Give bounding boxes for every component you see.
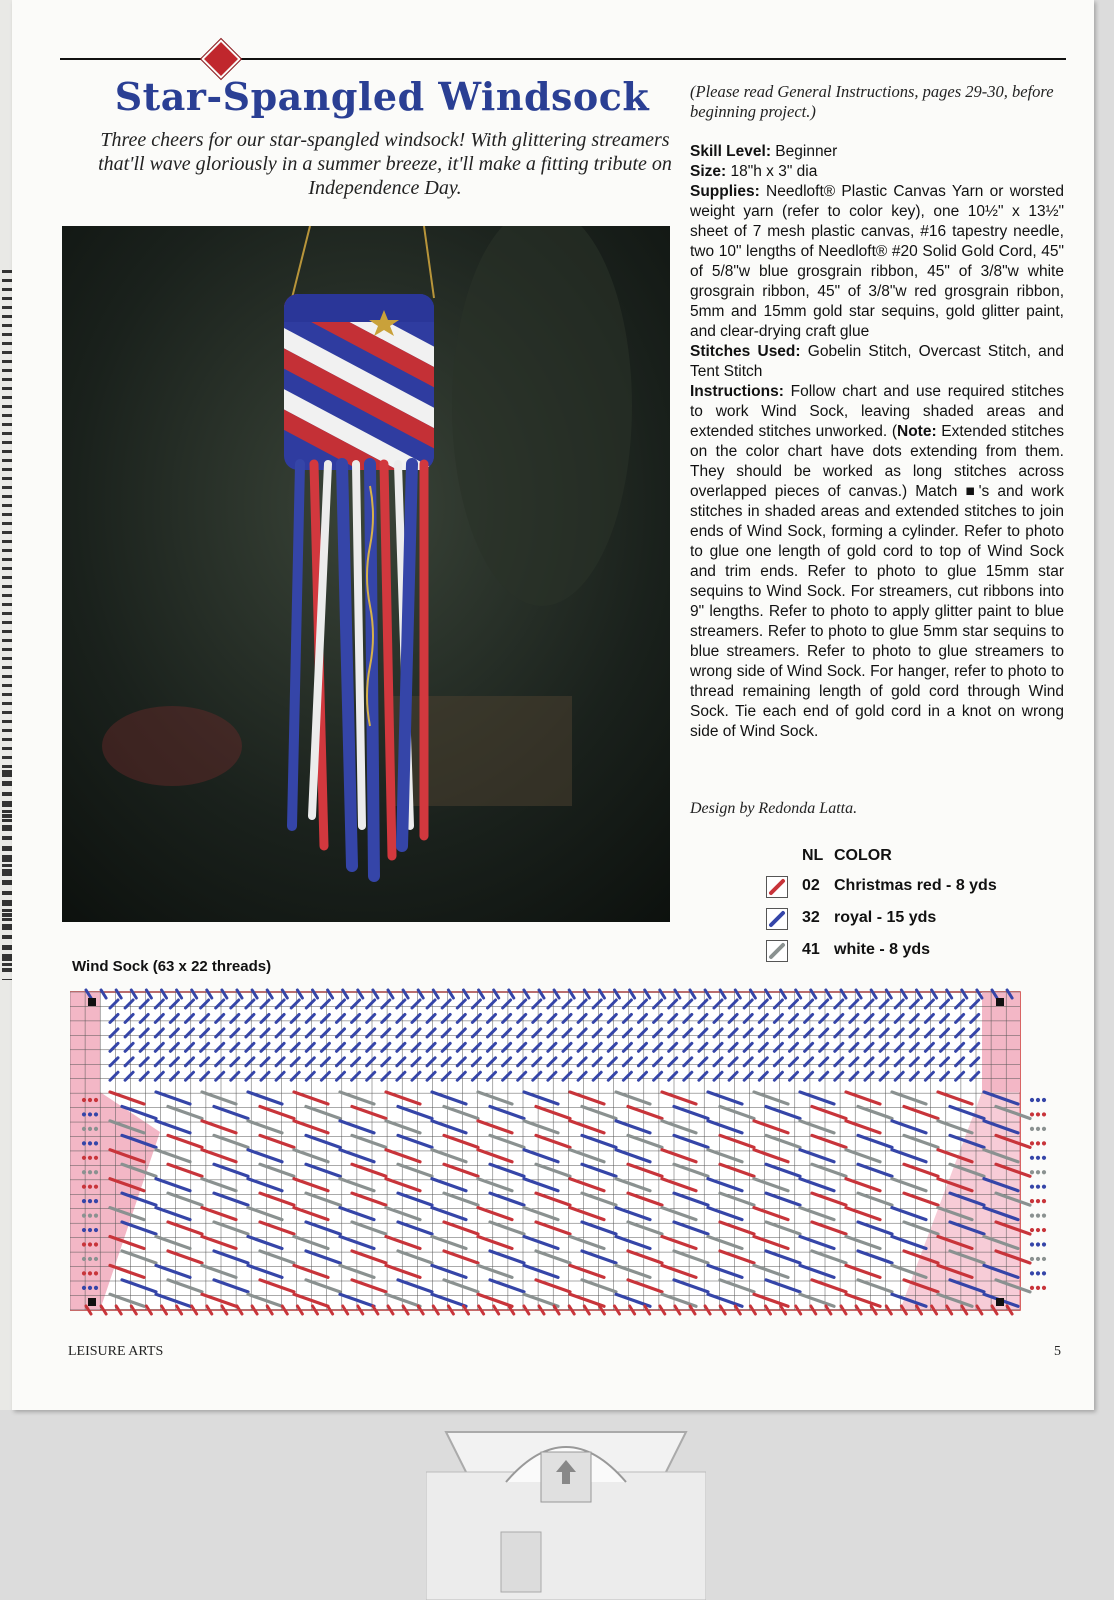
intro-text: Three cheers for our star-spangled windsock! With glittering streamers that'll wave gloriously in a summer breeze, it'll make a fitting tribute on Independence Day. [98,129,672,199]
extended-stitch-dot [1036,1098,1040,1102]
extended-stitch-dot [1042,1242,1046,1246]
extended-stitch-dot [1036,1127,1040,1131]
extended-stitch-dot [1042,1127,1046,1131]
supplies-value: Needloft® Plastic Canvas Yarn or worsted weight yarn (refer to color key), one 10½" x 13½" sheet of 7 mesh plastic canvas, #16 tapestry needle, two 10" lengths of Needloft® #20 Solid Gold Cord, 45" of 5/8"w blue grosgrain ribbon, 45" of 3/8"w white grosgrain ribbon, 45" of 3/8"w red grosgrain ribbon, 5mm and 15mm gold star sequins, gold glitter paint, and clear-drying craft glue [690,183,1064,340]
royal-swatch-icon [766,908,788,930]
stitches-line [690,342,1064,382]
extended-stitch-dot [82,1228,86,1232]
extended-stitch-dot [94,1098,98,1102]
extended-stitch-dot [94,1257,98,1261]
extended-stitch-dot [82,1257,86,1261]
extended-stitch-dot [1036,1228,1040,1232]
nl-header: NL [802,847,824,864]
size-label: Size: [690,163,727,180]
extended-stitch-dot [94,1170,98,1174]
extended-stitch-dot [1030,1214,1034,1218]
color-key-color: Christmas red - 8 yds [834,877,997,894]
extended-stitch-dot [1042,1185,1046,1189]
white-swatch-icon [766,940,788,962]
extended-stitch-dot [1030,1185,1034,1189]
extended-stitch-dot [1036,1185,1040,1189]
extended-stitch-dot [88,1112,92,1116]
extended-stitch-dot [88,1156,92,1160]
extended-stitch-dot [1030,1228,1034,1232]
extended-stitch-dot [1042,1286,1046,1290]
color-key-nl: 02 [802,877,820,894]
supplies-label: Supplies: [690,183,760,200]
extended-stitch-dot [1042,1098,1046,1102]
chart-label: Wind Sock (63 x 22 threads) [72,958,272,975]
match-marker-icon [996,998,1004,1006]
scanner-clip-graphic [426,1412,706,1600]
extended-stitch-dot [1030,1141,1034,1145]
extended-stitch-dot [94,1199,98,1203]
extended-stitch-dot [1042,1156,1046,1160]
extended-stitch-dot [94,1242,98,1246]
extended-stitch-dot [94,1228,98,1232]
extended-stitch-dot [1036,1214,1040,1218]
extended-stitch-dot [82,1214,86,1218]
extended-stitch-dot [1030,1156,1034,1160]
instructions-body [690,142,1064,742]
extended-stitch-dot [1036,1199,1040,1203]
match-marker-icon [88,1298,96,1306]
extended-stitch-dot [88,1286,92,1290]
extended-stitch-dot [82,1271,86,1275]
extended-stitch-dot [1036,1242,1040,1246]
extended-stitch-dot [88,1271,92,1275]
extended-stitch-dot [82,1242,86,1246]
page-number: 5 [1054,1344,1061,1359]
extended-stitch-dot [94,1185,98,1189]
color-key-color: white - 8 yds [834,941,931,958]
extended-stitch-dot [94,1127,98,1131]
instructions-part2: Extended stitches on the color chart have dots extending from them. They should be worked as long stitches across overlapped pieces of canvas.) Match ■'s and work stitches in shaded areas and extended stitches to join ends of Wind Sock, forming a cylinder. Refer to photo to glue one length of gold cord to top of Wind Sock and trim ends. Refer to photo to glue 15mm star sequins to Wind Sock. For streamers, cut ribbons into 9" lengths. Refer to photo to apply glitter paint to blue streamers. Refer to photo to glue 5mm star sequins to blue streamers. Refer to photo to glue streamers to wrong side of Wind Sock. For hanger, refer to photo to thread remaining length of gold cord through Wind Sock. Tie each end of gold cord in a knot on wrong side of Wind Sock. [690,423,1064,740]
extended-stitch-dot [82,1141,86,1145]
extended-stitch-dot [88,1242,92,1246]
extended-stitch-dot [1042,1141,1046,1145]
binder-holes-lower [2,770,12,980]
extended-stitch-dot [94,1156,98,1160]
read-instructions-note: (Please read General Instructions, pages 29-30, before beginning project.) [690,82,1054,121]
extended-stitch-dot [1042,1257,1046,1261]
extended-stitch-dot [1030,1170,1034,1174]
extended-stitch-dot [88,1098,92,1102]
extended-stitch-dot [1030,1112,1034,1116]
red-swatch-icon [766,876,788,898]
extended-stitch-dot [88,1199,92,1203]
stitches-value: Gobelin Stitch, Overcast Stitch, and Tent Stitch [690,343,1064,380]
extended-stitch-dot [82,1286,86,1290]
extended-stitch-dot [1036,1141,1040,1145]
extended-stitch-dot [88,1257,92,1261]
design-credit: Design by Redonda Latta. [690,800,858,817]
extended-stitch-dot [88,1127,92,1131]
supplies-line [690,182,1064,342]
extended-stitch-dot [82,1127,86,1131]
extended-stitch-dot [82,1098,86,1102]
extended-stitch-dot [82,1185,86,1189]
extended-stitch-dot [1036,1271,1040,1275]
extended-stitch-dot [1036,1257,1040,1261]
stitch-chart [70,982,1060,1322]
extended-stitch-dot [1042,1214,1046,1218]
extended-stitch-dot [1036,1286,1040,1290]
color-key-nl: 32 [802,909,820,926]
extended-stitch-dot [1030,1098,1034,1102]
extended-stitch-dot [1030,1199,1034,1203]
extended-stitch-dot [94,1271,98,1275]
color-key-color: royal - 15 yds [834,909,937,926]
color-header: COLOR [834,847,892,864]
extended-stitch-dot [88,1141,92,1145]
extended-stitch-dot [1036,1112,1040,1116]
extended-stitch-dot [88,1185,92,1189]
extended-stitch-dot [1042,1170,1046,1174]
shaded-area-right [982,992,1020,1092]
extended-stitch-dot [1042,1112,1046,1116]
instructions-label: Instructions: [690,383,784,400]
page-title: Star-Spangled Windsock [114,74,650,119]
extended-stitch-dot [1030,1271,1034,1275]
match-marker-icon [996,1298,1004,1306]
instructions-part1: Follow chart and use required stitches to work Wind Sock, leaving shaded areas and extended stitches unworked. ( [690,383,1064,440]
skill-level-value: Beginner [775,143,838,160]
size-line [690,162,1064,182]
extended-stitch-dot [82,1199,86,1203]
extended-stitch-dot [1042,1271,1046,1275]
size-value: 18"h x 3" dia [730,163,818,180]
skill-level-line [690,142,1064,162]
extended-stitch-dot [1036,1170,1040,1174]
extended-stitch-dot [94,1141,98,1145]
note-label: Note: [897,423,937,440]
instructions-line [690,382,1064,742]
extended-stitch-dot [1036,1156,1040,1160]
extended-stitch-dot [82,1156,86,1160]
stitches-label: Stitches Used: [690,343,801,360]
color-key-nl: 41 [802,941,820,958]
extended-stitch-dot [1030,1127,1034,1131]
extended-stitch-dot [88,1228,92,1232]
extended-stitch-dot [82,1112,86,1116]
extended-stitch-dot [94,1286,98,1290]
extended-stitch-dot [88,1170,92,1174]
extended-stitch-dot [1042,1228,1046,1232]
extended-stitch-dot [1042,1199,1046,1203]
extended-stitch-dot [1030,1257,1034,1261]
footer-publisher: LEISURE ARTS [68,1344,164,1359]
extended-stitch-dot [1030,1286,1034,1290]
match-marker-icon [88,998,96,1006]
extended-stitch-dot [1030,1242,1034,1246]
windsock-photo [62,226,670,922]
extended-stitch-dot [94,1214,98,1218]
skill-level-label: Skill Level: [690,143,771,160]
extended-stitch-dot [82,1170,86,1174]
extended-stitch-dot [88,1214,92,1218]
extended-stitch-dot [94,1112,98,1116]
